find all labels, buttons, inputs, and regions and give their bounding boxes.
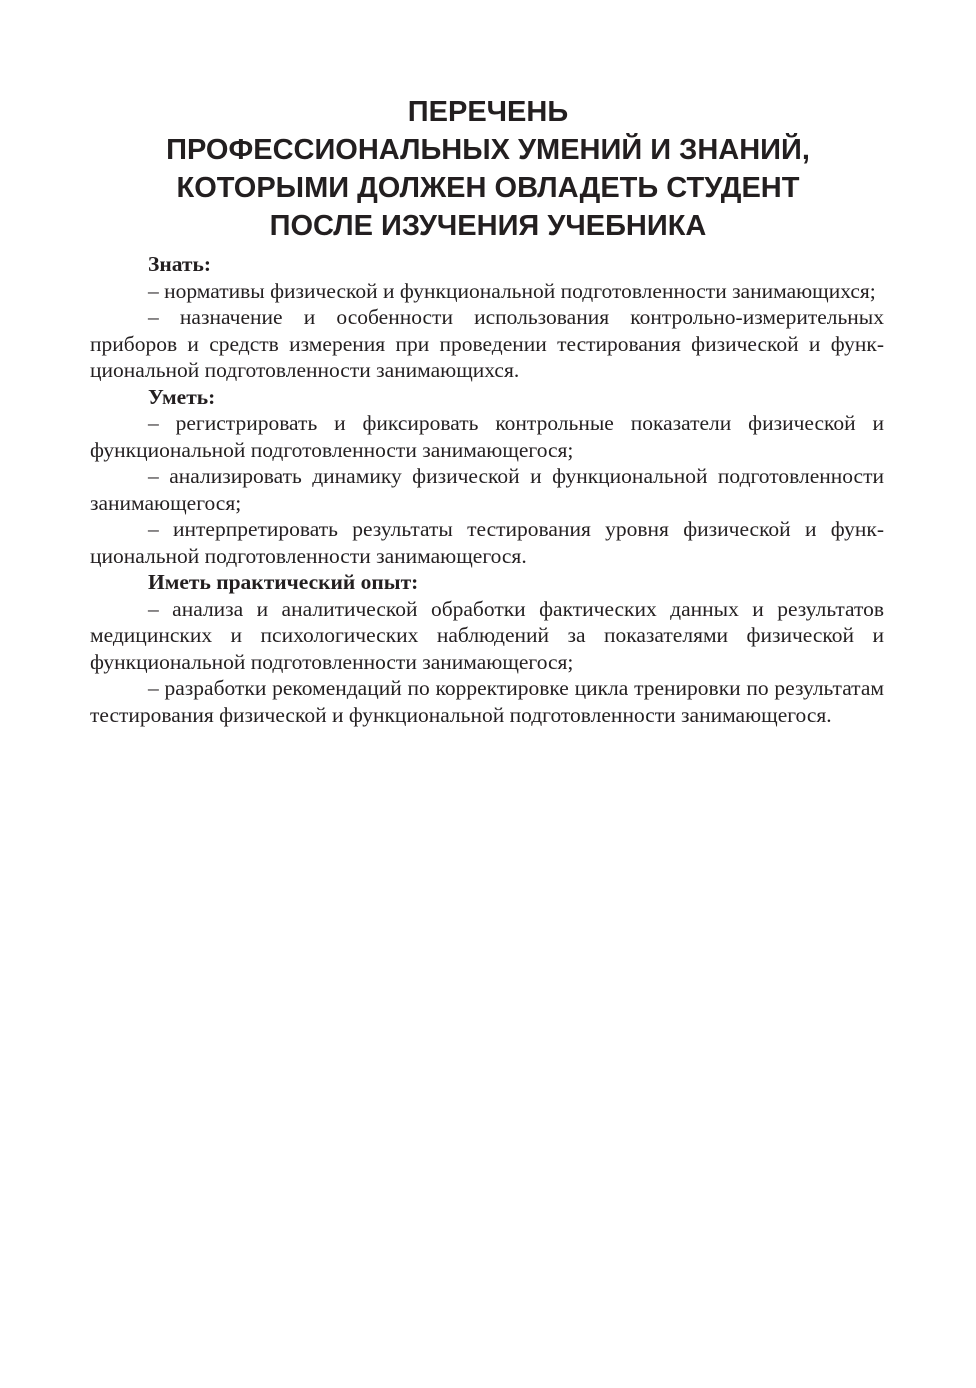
practical-experience-item-1: – анализа и аналитической обработки фактических данных и результатов медицинских и психологических наблюдений за показателями физической и функциональной подготовленности занимающегося; bbox=[90, 596, 884, 674]
section-know bbox=[90, 251, 884, 384]
section-heading-practical-experience: Иметь практический опыт: bbox=[148, 570, 419, 594]
section-heading-be-able: Уметь: bbox=[148, 384, 216, 409]
title-line-2: ПРОФЕССИОНАЛЬНЫХ УМЕНИЙ И ЗНАНИЙ, bbox=[166, 134, 810, 166]
page-title bbox=[90, 93, 886, 245]
be-able-item-3: – интерпретировать результаты тестирования уровня физической и функциональной подготовленности занимающегося. bbox=[90, 517, 884, 568]
know-item-1: – нормативы физической и функциональной подготовленности занимающихся; bbox=[148, 278, 876, 303]
title-line-4: ПОСЛЕ ИЗУЧЕНИЯ УЧЕБНИКА bbox=[269, 210, 707, 242]
section-practical-experience bbox=[90, 569, 884, 728]
know-item-2: – назначение и особенности использования контрольно-измерительных приборов и средств измерения при проведении тестирования физической и функциональной подготовленности занимающихся. bbox=[90, 305, 884, 382]
title-line-3: КОТОРЫМИ ДОЛЖЕН ОВЛАДЕТЬ СТУДЕНТ bbox=[176, 172, 800, 204]
section-heading-know: Знать: bbox=[148, 252, 212, 276]
be-able-item-2: – анализировать динамику физической и функциональной подготовленности занимающегося; bbox=[90, 464, 884, 515]
practical-experience-item-2: – разработки рекомендаций по корректировке цикла тренировки по результатам тестирования физической и функциональной подготовленности занимающегося. bbox=[90, 676, 884, 727]
title-line-1: ПЕРЕЧЕНЬ bbox=[407, 96, 569, 128]
be-able-item-1: – регистрировать и фиксировать контрольные показатели физической и функциональной подготовленности занимающегося; bbox=[90, 411, 884, 462]
section-be-able bbox=[90, 384, 884, 570]
document-body bbox=[90, 251, 884, 728]
